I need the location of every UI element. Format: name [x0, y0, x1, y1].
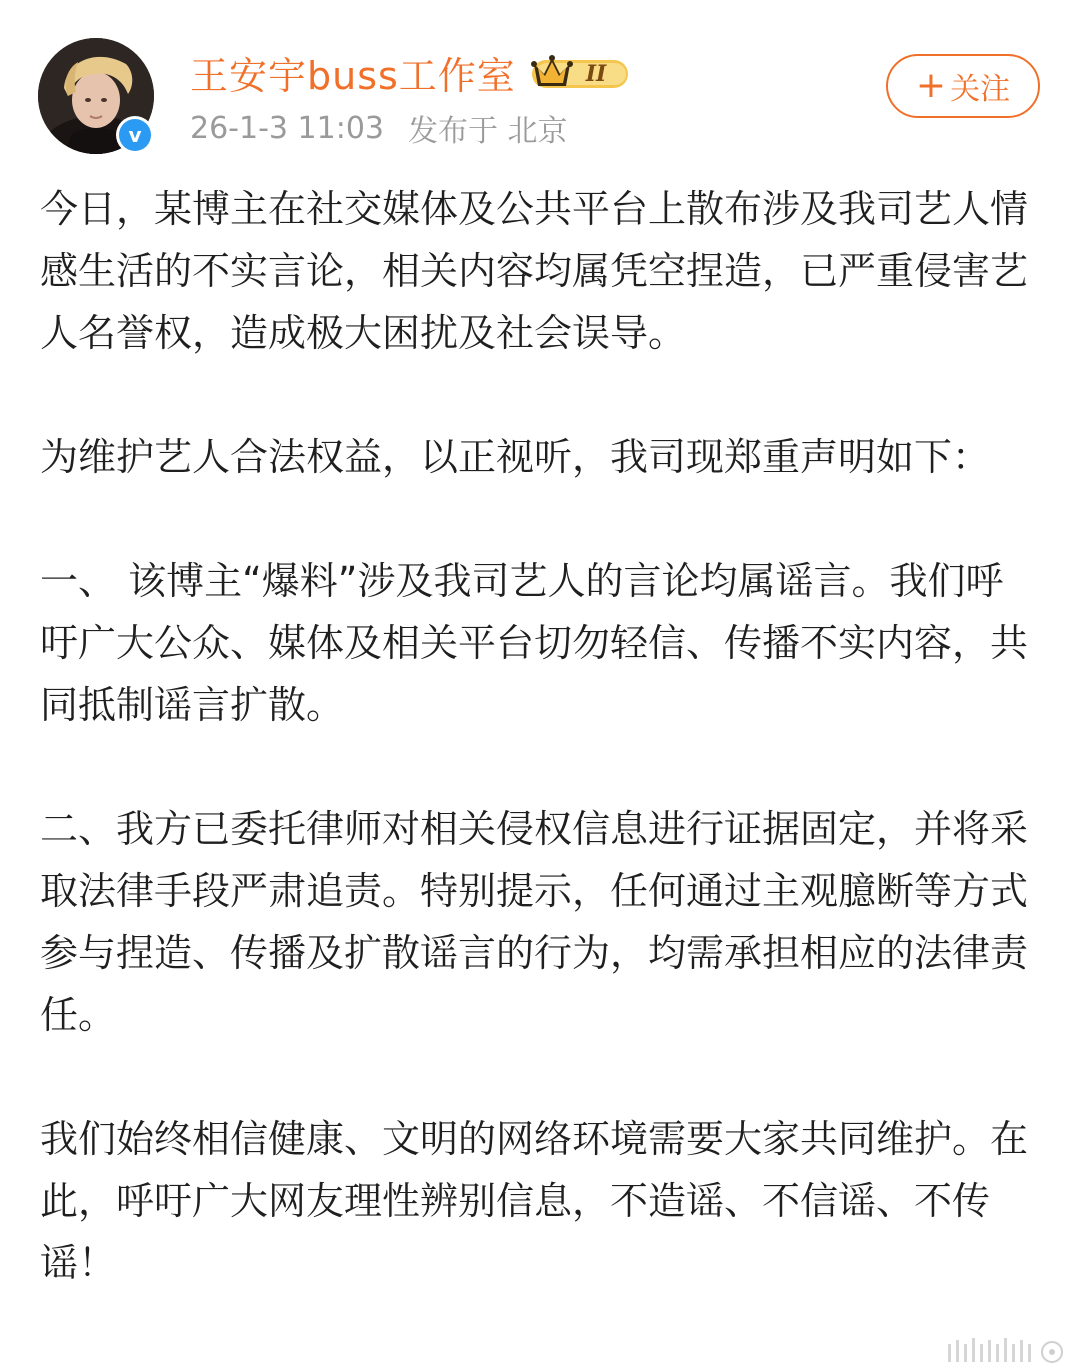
- follow-button-label: 关注: [950, 72, 1011, 107]
- paragraph-gap: [40, 488, 1030, 550]
- post-paragraph: 我们始终相信健康、文明的网络环境需要大家共同维护。在此，呼吁广大网友理性辨别信息，不造谣、不信谣、不传谣！: [40, 1117, 1029, 1285]
- author-name-row: [190, 44, 634, 100]
- post-header: [0, 0, 1080, 160]
- verified-v-icon: v: [119, 119, 151, 151]
- post-time: 26-1-3 11:03: [190, 110, 384, 146]
- paragraph-gap: [40, 736, 1030, 798]
- plus-icon: +: [915, 65, 947, 106]
- post-body: [40, 178, 1030, 1294]
- post-paragraph: 为维护艺人合法权益，以正视听，我司现郑重声明如下：: [40, 435, 991, 479]
- paragraph-gap: [40, 1046, 1030, 1108]
- vip-level-text: II: [585, 61, 607, 87]
- post-meta: [190, 106, 568, 150]
- vip-badge[interactable]: [530, 50, 634, 94]
- crown-icon: [530, 50, 634, 94]
- post-location: 发布于 北京: [408, 114, 568, 149]
- post-paragraph: 二、我方已委托律师对相关侵权信息进行证据固定，并将采取法律手段严肃追责。特别提示，任何通过主观臆断等方式参与捏造、传播及扩散谣言的行为，均需承担相应的法律责任。: [40, 807, 1029, 1037]
- post-paragraph: 一、 该博主“爆料”涉及我司艺人的言论均属谣言。我们呼吁广大公众、媒体及相关平台切勿轻信、传播不实内容，共同抵制谣言扩散。: [40, 559, 1029, 727]
- author-name[interactable]: 王安宇buss工作室: [190, 53, 516, 98]
- watermark: [940, 1334, 1080, 1364]
- post-paragraph: 今日，某博主在社交媒体及公共平台上散布涉及我司艺人情感生活的不实言论，相关内容均属凭空捏造，已严重侵害艺人名誉权，造成极大困扰及社会误导。: [40, 187, 1029, 355]
- paragraph-gap: [40, 364, 1030, 426]
- verified-badge: [116, 116, 154, 154]
- follow-button[interactable]: [886, 54, 1040, 118]
